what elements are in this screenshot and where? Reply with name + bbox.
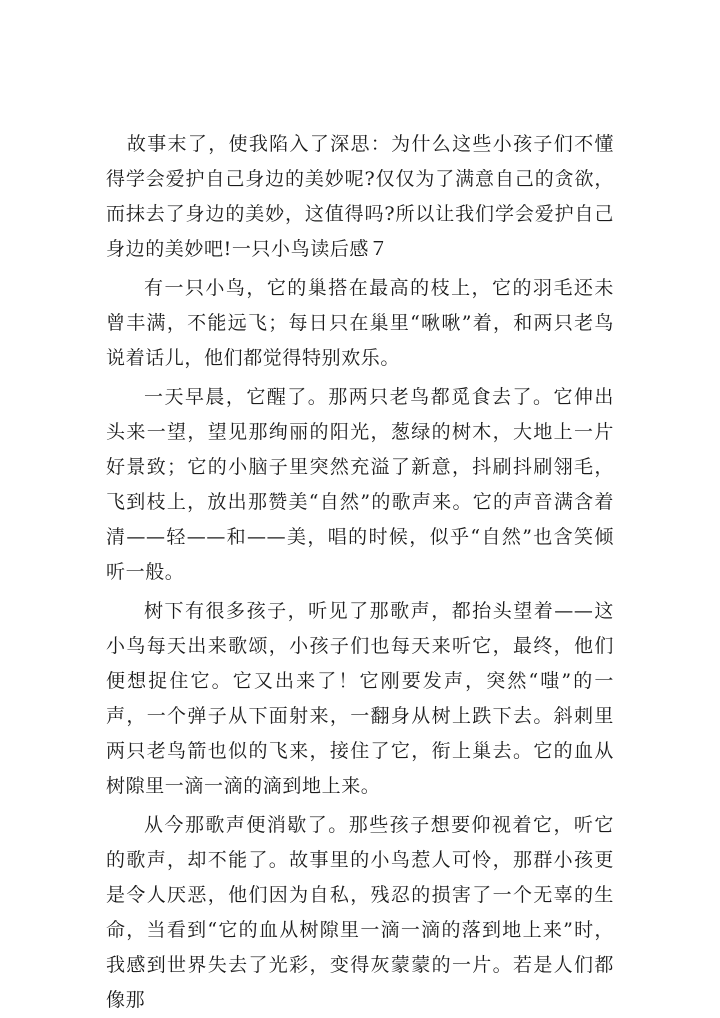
body-text	[106, 127, 614, 1018]
paragraph-song-ends: 从今那歌声便消歇了。那些孩子想要仰视着它，听它的歌声，却不能了。故事里的小鸟惹人可怜，那群小孩更是令人厌恶，他们因为自私，残忍的损害了一个无辜的生命，当看到“它的血从树隙里一滴一滴的落到地上来”时，我感到世界失去了光彩，变得灰蒙蒙的一片。若是人们都像那	[106, 814, 614, 1011]
paragraph-reflection: 故事末了，使我陷入了深思：为什么这些小孩子们不懂得学会爱护自己身边的美妙呢?仅仅为了满意自己的贪欲，而抹去了身边的美妙，这值得吗?所以让我们学会爱护自己身边的美妙吧!一只小鸟读后感７	[106, 133, 614, 260]
paragraph-children-shoot: 树下有很多孩子，听见了那歌声，都抬头望着——这小鸟每天出来歌颂，小孩子们也每天来听它，最终，他们便想捉住它。它又出来了！它刚要发声，突然“嗤”的一声，一个弹子从下面射来，一翻身从树上跌下去。斜刺里两只老鸟箭也似的飞来，接住了它，衔上巢去。它的血从树隙里一滴一滴的滴到地上来。	[106, 600, 614, 797]
paragraph-morning-song: 一天早晨，它醒了。那两只老鸟都觅食去了。它伸出头来一望，望见那绚丽的阳光，葱绿的树木，大地上一片好景致；它的小脑子里突然充溢了新意，抖刷抖刷翎毛，飞到枝上，放出那赞美“自然”的歌声来。它的声音满含着清——轻——和——美，唱的时候，似乎“自然”也含笑倾听一般。	[106, 386, 614, 583]
paragraph-bird-intro: 有一只小鸟，它的巢搭在最高的枝上，它的羽毛还未曾丰满，不能远飞；每日只在巢里“啾啾”着，和两只老鸟说着话儿，他们都觉得特别欢乐。	[106, 277, 614, 369]
